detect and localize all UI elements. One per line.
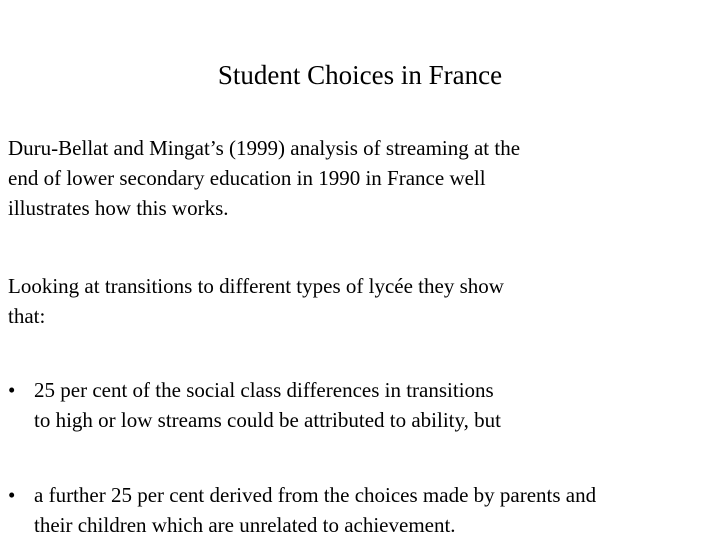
bullet-icon: • [8, 378, 16, 402]
bullet-line: to high or low streams could be attributed to ability, but [34, 408, 501, 432]
paragraph-transitions [8, 271, 708, 331]
paragraph-line: end of lower secondary education in 1990 in France well [8, 166, 486, 190]
bullet-text [34, 375, 501, 435]
bullet-line: 25 per cent of the social class differences in transitions [34, 378, 494, 402]
paragraph-line: Looking at transitions to different types of lycée they show [8, 274, 504, 298]
paragraph-line: that: [8, 304, 46, 328]
bullet-line: a further 25 per cent derived from the choices made by parents and [34, 483, 597, 507]
paragraph-line: Duru-Bellat and Mingat’s (1999) analysis of streaming at the [8, 136, 521, 160]
bullet-line: their children which are unrelated to achievement. [34, 513, 456, 537]
slide-title: Student Choices in France [217, 60, 503, 90]
bullet-text [34, 480, 596, 540]
bullet-icon: • [8, 483, 16, 507]
paragraph-streaming-analysis [8, 133, 708, 223]
paragraph-line: illustrates how this works. [8, 196, 229, 220]
